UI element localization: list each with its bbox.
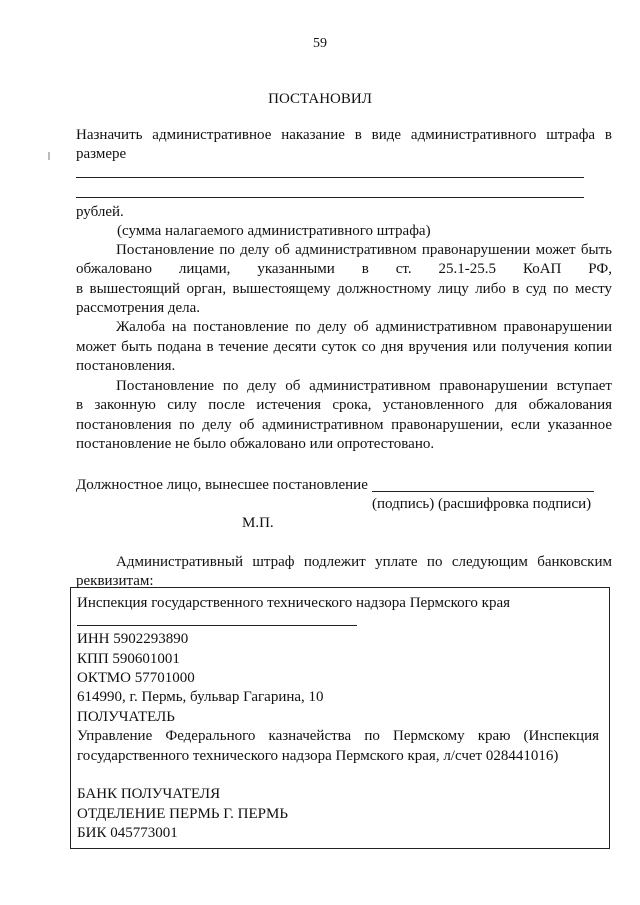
- signature-hint: (подпись) (расшифровка подписи): [372, 496, 592, 512]
- margin-mark: [48, 152, 50, 160]
- inn-value: ИНН 5902293890: [77, 631, 189, 647]
- paragraph-3-line-3: постановления по делу об административном правонарушении, если указанное: [76, 417, 612, 433]
- bank-details-box: [70, 587, 610, 849]
- payment-intro-line-1: Административный штраф подлежит уплате по следующим банковским: [116, 554, 612, 570]
- intro-line-2: размере: [76, 146, 127, 162]
- paragraph-2-line-2: может быть подана в течение десяти суток со дня вручения или получения копии: [76, 339, 612, 355]
- paragraph-1-line-4: рассмотрения дела.: [76, 300, 201, 316]
- address-value: 614990, г. Пермь, бульвар Гагарина, 10: [77, 689, 324, 705]
- official-label: Должностное лицо, вынесшее постановление: [76, 477, 368, 493]
- paragraph-2-line-3: постановления.: [76, 358, 176, 374]
- payment-intro-line-2: реквизитам:: [76, 573, 154, 589]
- paragraph-3-line-4: постановление не было обжаловано или опротестовано.: [76, 436, 435, 452]
- recipient-label: ПОЛУЧАТЕЛЬ: [77, 709, 175, 725]
- bank-name: ОТДЕЛЕНИЕ ПЕРМЬ Г. ПЕРМЬ: [77, 806, 288, 822]
- kpp-value: КПП 590601001: [77, 651, 180, 667]
- bik-value: БИК 045773001: [77, 825, 178, 841]
- fine-amount-blank-line-1: [76, 177, 584, 178]
- fine-amount-hint: (сумма налагаемого административного штрафа): [117, 223, 431, 239]
- bank-label: БАНК ПОЛУЧАТЕЛЯ: [77, 786, 221, 802]
- page-title: ПОСТАНОВИЛ: [268, 91, 372, 107]
- page-number: 59: [313, 36, 327, 51]
- oktmo-value: ОКТМО 57701000: [77, 670, 195, 686]
- org-name-underline: [77, 625, 357, 626]
- fine-amount-blank-line-2: [76, 197, 584, 198]
- paragraph-3-line-2: в законную силу после истечения срока, установленного для обжалования: [76, 397, 612, 413]
- paragraph-1-line-1: Постановление по делу об административном правонарушении может быть: [116, 242, 612, 258]
- rubles-label: рублей.: [76, 204, 124, 220]
- paragraph-1-line-2: обжаловано лицами, указанными в ст. 25.1-25.5 КоАП РФ,: [76, 261, 612, 277]
- org-name: Инспекция государственного технического надзора Пермского края: [77, 595, 511, 611]
- recipient-line-2: государственного технического надзора Пермского края, л/счет 028441016): [77, 748, 559, 764]
- paragraph-1-line-3: в вышестоящий орган, вышестоящему должностному лицу либо в суд по месту: [76, 281, 612, 297]
- recipient-line-1: Управление Федерального казначейства по Пермскому краю (Инспекция: [77, 728, 599, 744]
- paragraph-2-line-1: Жалоба на постановление по делу об административном правонарушении: [116, 319, 612, 335]
- signature-line: [372, 491, 594, 492]
- intro-line-1: Назначить административное наказание в виде административного штрафа в: [76, 127, 612, 143]
- seal-mark: М.П.: [242, 515, 274, 531]
- paragraph-3-line-1: Постановление по делу об административном правонарушении вступает: [116, 378, 612, 394]
